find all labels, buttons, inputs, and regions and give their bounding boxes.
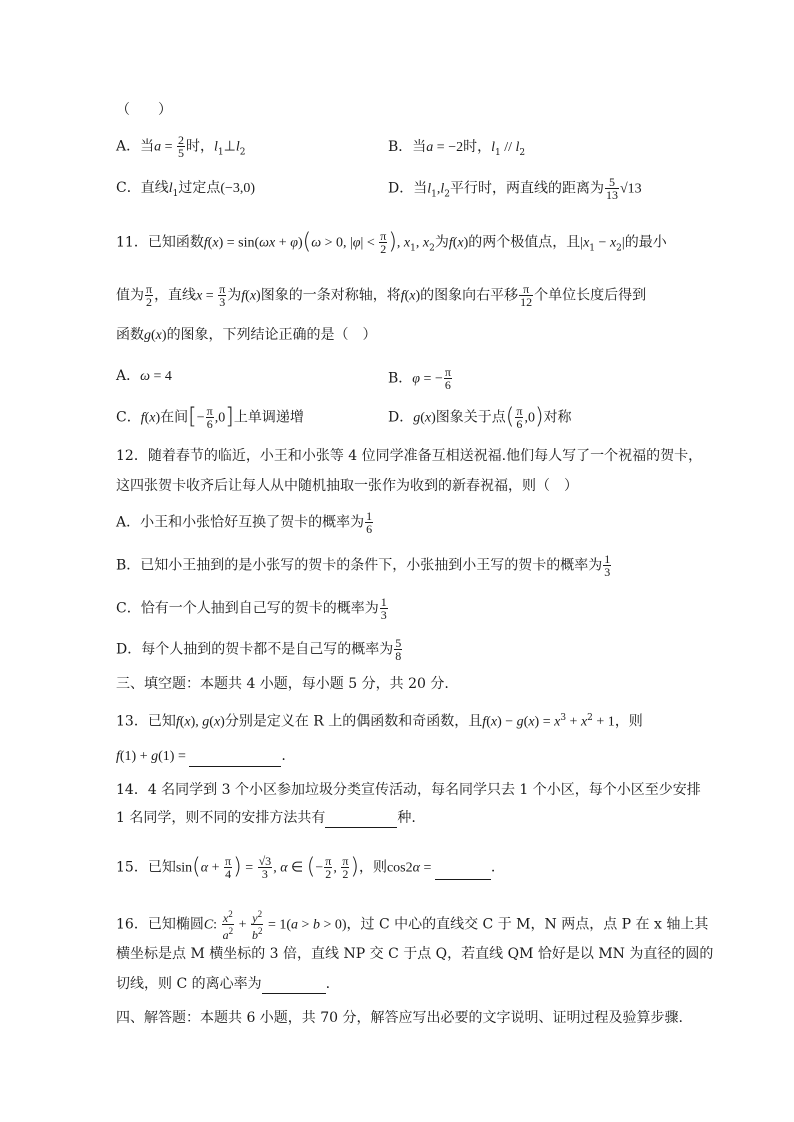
q15-line: 15．已知sin(α + $\frac{\pi}{4}$ ) = $\frac{√3}{3}$ , α ∈ (− $\frac{\pi}{2}$ , $\frac{\pi}{2}$ )，则cos2α = . [116, 854, 496, 881]
answer-blank[interactable] [325, 813, 397, 828]
q11-line-3: 函数g(x)的图象，下列结论正确的是（ ） [116, 327, 377, 343]
q11-option-c: C．f(x)在间[− $\frac{\pi}{6}$ ,0]上单调递增 [116, 404, 304, 431]
q10-option-b: B．当a = −2时，$l_1 // l_2$ [388, 139, 526, 158]
q11-option-a: A．ω = 4 [116, 368, 172, 384]
q16-line-1: 16．已知椭圆C: $\frac{x^2}{a^2}$ + $\frac{y^2}{b^2}$ = 1(a > b > 0)，过 C 中心的直线交 C 于 M，N 两点，点 P 在 x 轴上其 [116, 909, 709, 942]
q13-line-2: f(1) + g(1) = . [116, 746, 286, 767]
q11-option-b: B．φ = − $\frac{\pi}{6}$ [388, 365, 451, 392]
answer-blank[interactable] [435, 865, 491, 880]
q16-line-2: 横坐标是点 M 横坐标的 3 倍，直线 NP 交 C 于点 Q，若直线 QM 恰好是以 MN 为直径的圆的 [116, 946, 714, 962]
q14-line-2: 1 名同学，则不同的安排方法共有 种. [116, 810, 416, 826]
fraction: $\frac{5}{13}$ [605, 175, 618, 202]
q12-option-b: B．已知小王抽到的是小张写的贺卡的条件下，小张抽到小王写的贺卡的概率为 $\frac{1}{3}$ [116, 552, 611, 579]
q11-line-1: 11．已知函数f(x) = sin(ωx + φ)(ω > 0, |φ| < $\frac{\pi}{2}$ ), $x_1$, $x_2$为f(x)的两个极值点，且$|x_1 - x_2|$的最小 [116, 229, 667, 256]
q16-line-3: 切线，则 C 的离心率为 . [116, 976, 331, 992]
q12-option-d: D．每个人抽到的贺卡都不是自己写的概率为 $\frac{5}{8}$ [116, 636, 402, 663]
q10-option-d: D．当$l_1,l_2$平行时，两直线的距离为 $\frac{5}{13}$ √13 [388, 175, 642, 202]
q12-option-c: C．恰有一个人抽到自己写的贺卡的概率为 $\frac{1}{3}$ [116, 595, 387, 622]
section-4-heading: 四、解答题：本题共 6 小题，共 70 分，解答应写出必要的文字说明、证明过程及验算步骤. [116, 1010, 683, 1026]
q13-line-1: 13．已知f(x), g(x)分别是定义在 R 上的偶函数和奇函数，且$f(x) - g(x) = x^3 + x^2 + 1$，则 [116, 713, 643, 730]
q11-line-2: 值为 $\frac{\pi}{2}$ ，直线x = $\frac{\pi}{3}$ 为f(x)图象的一条对称轴，将f(x)的图象向右平移 $\frac{\pi}{12}$ 个单位长度后得到 [116, 282, 647, 309]
section-3-heading: 三、填空题：本题共 4 小题，每小题 5 分，共 20 分. [116, 676, 449, 692]
q14-line-1: 14．4 名同学到 3 个小区参加垃圾分类宣传活动，每名同学只去 1 个小区，每个小区至少安排 [116, 782, 701, 798]
q10-option-a: A．当a = $\frac{2}{5}$ 时，$l_1\perp l_2$ [116, 133, 246, 160]
fraction: $\frac{2}{5}$ [178, 133, 185, 160]
answer-blank[interactable] [262, 979, 326, 994]
q11-option-d: D．g(x)图象关于点( $\frac{\pi}{6}$ ,0)对称 [388, 404, 572, 431]
answer-paren: （ ） [116, 102, 172, 118]
q12-line-1: 12．随着春节的临近，小王和小张等 4 位同学准备互相送祝福.他们每人写了一个祝福的贺卡， [116, 448, 703, 464]
q12-option-a: A．小王和小张恰好互换了贺卡的概率为 $\frac{1}{6}$ [116, 509, 373, 536]
q12-line-2: 这四张贺卡收齐后让每人从中随机抽取一张作为收到的新春祝福，则（ ） [116, 478, 578, 494]
answer-blank[interactable] [189, 752, 281, 767]
q10-option-c: C．直线$l_1$过定点(−3,0) [116, 180, 256, 199]
